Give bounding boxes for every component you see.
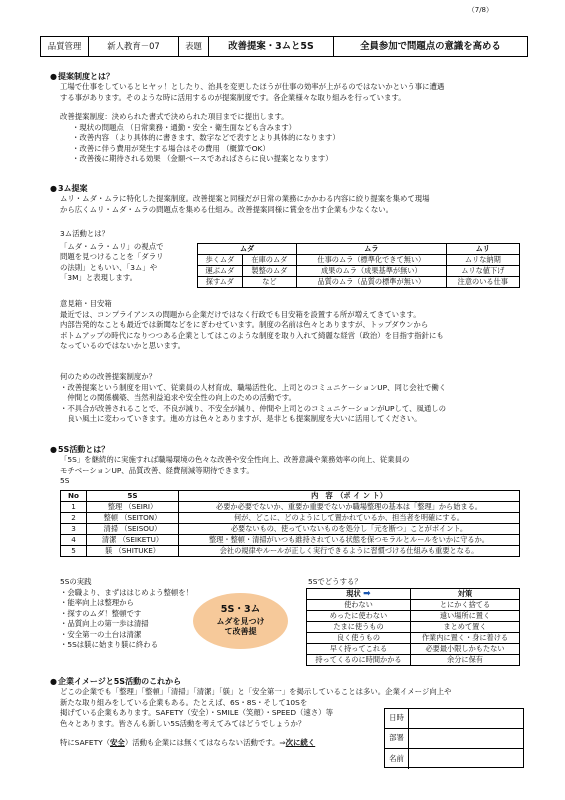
name-label: 名前 <box>385 749 409 769</box>
practice-line-2: ・能率向上は整理から <box>60 598 134 608</box>
slogan-oval <box>193 593 288 649</box>
table-row <box>198 255 520 266</box>
header-title: 改善提案・3ムと5S <box>209 37 334 56</box>
table-cell: 製整のムダ <box>242 266 296 277</box>
table-row <box>307 644 520 655</box>
table-cell: 必要ないもの、使っていないものを処分し「元を断つ」ことがポイント。 <box>179 524 520 535</box>
table-cell: 必要最小限しかもたない <box>411 644 520 655</box>
three-mu-section <box>50 183 522 215</box>
practice-line-5: ・安全第一の土台は清潔 <box>60 629 142 639</box>
activity-line-4: 「3M」と表現します。 <box>60 273 138 283</box>
table-cell: 歩くムダ <box>198 255 243 266</box>
table-cell: など <box>242 277 296 288</box>
practice-line-6: ・5Sは躾に始まり躾に終わる <box>60 640 159 650</box>
table-cell: 清潔 （SEIKETU） <box>87 535 179 546</box>
practice-line-1: ・会職より、まずははじめよう整頓を！ <box>60 587 194 597</box>
table-cell: 使わない <box>307 600 411 611</box>
table-row <box>198 266 520 277</box>
table-cell: 仕事のムラ（標準化できて無い） <box>297 255 447 266</box>
table-cell: まとめて置く <box>411 622 520 633</box>
teian-section <box>50 71 522 165</box>
five-s-intro-1: 「5S」を継続的に実施すれば職場環境の色々な改善や安全性向上、改善意識や業務効率の向上、従業員の <box>60 455 410 465</box>
table-cell: 持ってくるのに時間かかる <box>307 655 411 666</box>
opinion-line-3: ボトムアップの時代になりつつある企業としてはこのような制度を取り入れて綺麗な経営（政治）を目指す指針にも <box>60 330 444 340</box>
header-category: 品質管理 <box>41 37 89 56</box>
table-cell: めったに使わない <box>307 611 411 622</box>
opinion-line-4: なっているのではないかと思います。 <box>60 341 186 351</box>
name-row <box>385 749 523 769</box>
table-cell: 作業内に置く・身に着ける <box>411 633 520 644</box>
table-cell: 会社の規律やルールが正しく実行できるように習慣づける仕組みも重要となる。 <box>179 546 520 557</box>
arrow-right-icon: ➡ <box>363 589 371 599</box>
table-cell: 整頓 （SEITON） <box>87 513 179 524</box>
table-cell: 整理・整頓・清掃がいつも維持されている状態を保つモラルとルールをいかに守るか。 <box>179 535 520 546</box>
oval-line-3: て改善提 <box>224 627 257 637</box>
table-row <box>61 535 520 546</box>
table-row <box>61 546 520 557</box>
teian-rule-4: ・改善後に期待される効果 （金額ベースであればさらに良い提案となります） <box>72 154 333 164</box>
page-number: （7/8） <box>467 6 493 14</box>
teian-intro-1: 工場で仕事をしているとヒヤッ！としたり、治具を変更したほうが仕事の効率が上がるのではないかという事に遭遇 <box>60 82 445 92</box>
activity-line-1: 「ムダ・ムラ・ムリ」の視点で <box>60 241 164 251</box>
table-row <box>61 524 520 535</box>
table-row <box>307 600 520 611</box>
closing-emphasis: 安全 <box>110 738 125 748</box>
signature-box <box>384 708 524 768</box>
status-header-label: 現状 <box>346 589 361 598</box>
next-page-link[interactable]: 次に続く <box>285 738 316 748</box>
closing-prefix: 特にSAFETY（ <box>60 738 111 748</box>
three-mu-heading: ● 3ム提案 <box>50 183 522 194</box>
practice-line-4: ・品質向上の第一歩は清掃 <box>60 619 149 629</box>
opinion-line-2: 内部告発的なことも最近では新聞などをにぎわせています。制度の名前は色々とありますが、トップダウンから <box>60 320 429 330</box>
mura-header: ムラ <box>297 244 447 255</box>
three-mu-intro-2: から広くムリ・ムダ・ムラの問題点を集める仕組み。改善提案同様に賞金を出す企業も少なくない。 <box>60 204 394 214</box>
table-cell: ムリな納期 <box>446 255 519 266</box>
five-s-action-table <box>306 588 520 666</box>
teian-rule-2: ・改善内容 （より具体的に書きます、数字などで表すとより具体的になります） <box>72 133 340 143</box>
table-cell: 品質のムラ（品質の標準が無い） <box>297 277 447 288</box>
three-mu-activity <box>60 229 200 284</box>
teian-rules-lead: 改善提案制度：決められた書式で決められた項目までに提出します。 <box>60 112 289 122</box>
five-s-table <box>60 490 520 557</box>
image-line-1: どこの企業でも「整理」「整頓」「清掃」「清潔」「躾」と「安全第一」を掲示していることは多い。企業イメージ向上や <box>60 687 452 697</box>
table-cell: 良く使うもの <box>307 633 411 644</box>
table-cell: 3 <box>61 524 87 535</box>
teian-rule-1: ・現状の問題点 （日常業務・通勤・安全・衛生面なども含みます） <box>72 122 297 132</box>
teian-intro-2: する事があります。そのような時に活用するのが提案制度です。各企業様々な取り組みを行っています。 <box>60 92 406 102</box>
muda-header: ムダ <box>198 244 297 255</box>
table-cell: 早く持ってこれる <box>307 644 411 655</box>
dept-label: 部署 <box>385 729 409 748</box>
table-cell: 4 <box>61 535 87 546</box>
muri-header: ムリ <box>446 244 519 255</box>
five-s-intro-2: モチベーションUP、品質改善、経費削減等期待できます。 <box>60 465 254 475</box>
image-line-2: 新たな取り組みをしている企業もある。たとえば、6S・8S・そして10Sを <box>60 697 308 707</box>
table-cell: とにかく捨てる <box>411 600 520 611</box>
col-no: No <box>61 491 87 502</box>
table-cell: 躾 （SHITUKE） <box>87 546 179 557</box>
date-label: 日時 <box>385 709 409 728</box>
col-status <box>307 589 411 600</box>
three-mu-intro-1: ムリ・ムダ・ムラに特化した提案制度。改善提案と同様だが日常の業務にかかわる内容に絞り提案を集めて現場 <box>60 194 430 204</box>
why-line-1: ・改善提案という制度を用いて、従業員の人材育成、職場活性化、上司とのコミュニケーションUP、同じ会社で働く <box>60 382 447 392</box>
table-row <box>307 633 520 644</box>
teian-heading: ● 提案制度とは？ <box>50 71 522 82</box>
teian-rule-3: ・改善に伴う費用が発生する場合はその費用 （概算でOK） <box>72 143 270 153</box>
table-cell: 整理 （SEIRI） <box>87 502 179 513</box>
header-title-label: 表題 <box>179 37 209 56</box>
table-row <box>198 277 520 288</box>
five-s-section <box>50 444 522 487</box>
closing-middle: ）活動も企業には無くてはならない活動です。⇒ <box>124 738 286 748</box>
five-s-practice <box>60 577 200 651</box>
table-row <box>307 622 520 633</box>
five-s-table-title: 5S <box>60 476 70 486</box>
muda-mura-muri-table <box>197 243 520 288</box>
col-action: 対策 <box>411 589 520 600</box>
table-cell: たまに使うもの <box>307 622 411 633</box>
table-cell: 余分に保有 <box>411 655 520 666</box>
date-row <box>385 709 523 729</box>
header-course: 新人教育－07 <box>89 37 179 56</box>
table-cell: 1 <box>61 502 87 513</box>
table-cell: 必要か必要でないか、重要か重要でないか職場整理の基本は「整理」から始まる。 <box>179 502 520 513</box>
dept-row <box>385 729 523 749</box>
table-cell: 運ぶムダ <box>198 266 243 277</box>
doing-title: 5Sでどうする？ <box>308 577 362 586</box>
table-cell: 探すムダ <box>198 277 243 288</box>
practice-title: 5Sの実践 <box>60 577 92 586</box>
why-line-3: ・不具合が改善されることで、不良が減り、不安全が減り、仲間や上司とのコミュニケーションがUPして、風通しの <box>60 403 447 413</box>
table-cell: 何が、どこに、どのようにして置かれているか、担当者を明確にする。 <box>179 513 520 524</box>
table-row <box>61 502 520 513</box>
table-cell: 5 <box>61 546 87 557</box>
practice-line-3: ・探すのムダ！整頓です <box>60 608 142 618</box>
opinion-line-1: 最近では、コンプライアンスの問題から企業だけではなく行政でも目安箱を設置する所が増えてきています。 <box>60 309 421 319</box>
col-content: 内 容 （ポ イ ン ト） <box>179 491 520 502</box>
image-line-4: 色々とあります。皆さんも新しい5S活動を考えてみてはどうでしょうか？ <box>60 718 306 728</box>
image-heading: ● 企業イメージと5S活動のこれから <box>50 676 522 687</box>
opinion-box-section <box>60 299 522 352</box>
activity-title: 3ム活動とは？ <box>60 229 110 238</box>
table-cell: 成果のムラ（成果基準が無い） <box>297 266 447 277</box>
table-cell: 清掃 （SEISOU） <box>87 524 179 535</box>
why-line-2: 仲間との関係構築、当然利益追求や安全性の向上のための活動です。 <box>60 393 296 403</box>
oval-line-2: ムダを見つけ <box>216 616 265 626</box>
activity-line-2: 問題を見つけることを「ダラリ <box>60 252 164 262</box>
why-line-4: 良い風土に変わっていきます。進め方は色々とありますが、是非とも提案制度を大いに活用してください。 <box>60 414 422 424</box>
five-s-heading: ● 5S活動とは？ <box>50 444 522 455</box>
table-row <box>61 513 520 524</box>
activity-line-3: の法則」ともいい、「3ム」や <box>60 262 158 272</box>
table-cell: 遠い場所に置く <box>411 611 520 622</box>
oval-line-1: 5S・3ム <box>220 604 261 616</box>
image-line-3: 掲げている企業もあります。SAFETY（安全）・SMILE（笑顔）・SPEED（速さ）等 <box>60 708 333 718</box>
document-header <box>40 36 528 57</box>
table-cell: 在庫のムダ <box>242 255 296 266</box>
table-row <box>307 655 520 666</box>
col-5s: 5S <box>87 491 179 502</box>
table-cell: 2 <box>61 513 87 524</box>
table-cell: 注意のいる仕事 <box>446 277 519 288</box>
table-row <box>307 611 520 622</box>
why-title: 何のための改善提案制度か？ <box>60 372 157 381</box>
table-cell: ムリな値下げ <box>446 266 519 277</box>
header-slogan: 全員参加で問題点の意識を高める <box>360 40 501 52</box>
opinion-title: 意見箱・目安箱 <box>60 299 112 308</box>
why-section <box>60 372 522 425</box>
